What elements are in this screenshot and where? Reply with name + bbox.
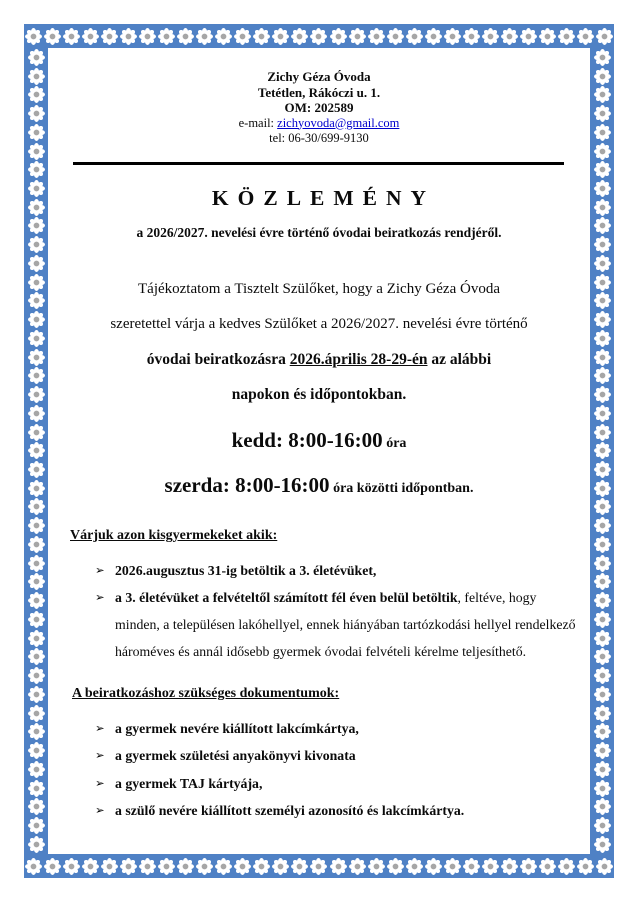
eligibility-list [48,557,590,665]
flower-icon [594,236,611,253]
flower-icon [28,68,45,85]
flower-icon [594,442,611,459]
email-label: e-mail: [238,115,278,130]
flower-icon [594,424,611,441]
flower-icon [594,274,611,291]
flower-icon [28,742,45,759]
document-item-text: a szülő nevére kiállított személyi azonosító és lakcímkártya. [115,803,465,818]
flower-icon [594,105,611,122]
flower-icon [594,742,611,759]
org-address: Tetétlen, Rákóczi u. 1. [257,84,381,100]
eligibility-item-bold: 2026.augusztus 31-ig betöltik a 3. életévüket, [115,562,377,578]
flower-icon [594,311,611,328]
flower-icon [310,858,327,875]
flower-icon [28,330,45,347]
arrow-bullet-icon: ➢ [95,748,105,762]
flower-icon [594,292,611,309]
wednesday-time: szerda: 8:00-16:00 [164,472,330,497]
flower-icon [28,386,45,403]
flower-icon [28,180,45,197]
intro-line: szeretettel várja a kedves Szülőket a 2026/2027. nevelési évre történő [110,315,528,332]
flower-icon [594,330,611,347]
list-item [95,715,580,743]
flower-icon [594,555,611,572]
org-email-line [48,116,590,132]
flower-icon [594,217,611,234]
list-item [95,797,580,825]
flower-icon [594,536,611,553]
flower-icon [501,28,518,45]
intro-paragraph [48,272,590,412]
flower-icon [82,858,99,875]
flower-icon [594,180,611,197]
flower-icon [28,161,45,178]
flower-icon [594,124,611,141]
document-item-text: a gyermek születési anyakönyvi kivonata [115,748,356,763]
flower-icon [594,498,611,515]
intro-line [48,342,590,377]
flower-icon [594,573,611,590]
flower-icon [28,349,45,366]
flower-icon [101,858,118,875]
flower-icon [215,28,232,45]
flower-icon [28,630,45,647]
page-title: KÖZLEMÉNY [211,185,436,210]
flower-icon [28,442,45,459]
flower-icon [594,648,611,665]
flower-icon [28,49,45,66]
flower-icon [387,28,404,45]
flower-icon [594,780,611,797]
documents-heading: A beiratkozáshoz szükséges dokumentumok: [72,685,340,701]
flower-icon [594,517,611,534]
flower-icon [349,858,366,875]
flower-icon [594,836,611,853]
flower-icon [594,723,611,740]
flower-icon [425,28,442,45]
header-divider [73,162,564,165]
flower-icon [28,592,45,609]
org-tel: tel: 06-30/699-9130 [269,131,369,145]
flower-icon [139,28,156,45]
intro-line: napokon és időpontokban. [231,385,407,403]
flower-icon [28,199,45,216]
flower-icon [28,405,45,422]
flower-icon [501,858,518,875]
flower-icon [594,68,611,85]
flower-icon [406,858,423,875]
tuesday-suffix: óra [382,435,407,451]
flower-icon [594,611,611,628]
border-flower-strip-left [24,48,48,854]
flower-icon [177,858,194,875]
list-item [95,742,580,770]
flower-icon [28,124,45,141]
flower-icon [234,28,251,45]
flower-icon [482,858,499,875]
flower-icon [101,28,118,45]
org-om-number: OM: 202589 [284,100,354,115]
flower-icon [28,648,45,665]
flower-icon [196,858,213,875]
flower-icon [28,705,45,722]
flower-icon [577,858,594,875]
flower-icon [330,858,347,875]
flower-icon [44,28,61,45]
flower-icon [28,611,45,628]
flower-icon [28,798,45,815]
flower-icon [594,386,611,403]
enrollment-date: 2026.április 28-29-én [289,350,428,368]
intro-line3-post: az alábbi [427,350,492,368]
flower-icon [594,49,611,66]
tuesday-time: kedd: 8:00-16:00 [231,427,383,452]
flower-icon [253,28,270,45]
org-name: Zichy Géza Óvoda [267,69,371,84]
list-item [95,557,580,584]
eligibility-item-text [115,584,580,665]
arrow-bullet-icon: ➢ [95,589,105,604]
eligibility-item-normal: , feltéve, hogy minden, a településen lakóhellyel, ennek hiányában tartózkodási hellyel rendelkező hároméves és annál idősebb gyermek óvodai felvételi kérelme teljesíthető. [115,589,576,659]
flower-icon [28,105,45,122]
flower-icon [291,858,308,875]
flower-icon [594,592,611,609]
flower-icon [349,28,366,45]
flower-icon [330,28,347,45]
flower-icon [28,536,45,553]
flower-icon [368,28,385,45]
letterhead [48,69,590,147]
flower-icon [139,858,156,875]
flower-icon [120,28,137,45]
flower-icon [463,28,480,45]
flower-icon [28,761,45,778]
eligibility-heading: Várjuk azon kisgyermekeket akik: [70,527,278,543]
intro-line3-pre: óvodai beiratkozásra [146,350,290,368]
flower-icon [368,858,385,875]
flower-icon [594,686,611,703]
flower-icon [596,28,613,45]
border-flower-strip-right [590,48,614,854]
flower-icon [28,274,45,291]
flower-icon [594,630,611,647]
flower-icon [558,858,575,875]
flower-icon [520,858,537,875]
flower-icon [28,236,45,253]
flower-icon [594,761,611,778]
flower-icon [28,836,45,853]
arrow-bullet-icon: ➢ [95,562,105,577]
flower-icon [28,424,45,441]
flower-icon [28,780,45,797]
flower-icon [594,143,611,160]
list-item [95,770,580,798]
flower-icon [482,28,499,45]
flower-icon [25,858,42,875]
flower-icon [28,667,45,684]
tuesday-hours [48,428,590,453]
flower-icon [594,161,611,178]
flower-icon [253,858,270,875]
arrow-bullet-icon: ➢ [95,720,105,735]
wednesday-hours [48,473,590,498]
arrow-bullet-icon: ➢ [95,803,105,817]
page-subtitle: a 2026/2027. nevelési évre történő óvodai beiratkozás rendjéről. [136,224,502,240]
flower-icon [28,143,45,160]
list-item [95,584,580,665]
border-flower-strip-bottom [24,854,614,878]
flower-icon [28,498,45,515]
flower-icon [425,858,442,875]
flower-icon [291,28,308,45]
flower-icon [594,199,611,216]
flower-icon [444,858,461,875]
flower-icon [215,858,232,875]
documents-list [48,715,590,825]
flower-icon [158,28,175,45]
flower-icon [28,311,45,328]
flower-icon [28,573,45,590]
flower-icon [539,858,556,875]
flower-icon [28,517,45,534]
flower-icon [594,817,611,834]
flower-icon [444,28,461,45]
eligibility-item-text [115,557,580,584]
flower-icon [63,858,80,875]
flower-icon [177,28,194,45]
flower-icon [406,28,423,45]
flower-icon [594,798,611,815]
document-page [48,48,590,854]
flower-icon [463,858,480,875]
flower-icon [558,28,575,45]
border-flower-strip-top [24,24,614,48]
flower-icon [28,461,45,478]
flower-icon [594,705,611,722]
document-item-text: a gyermek nevére kiállított lakcímkártya, [115,720,359,736]
email-link[interactable]: zichyovoda@gmail.com [277,115,400,130]
flower-icon [44,858,61,875]
flower-icon [28,255,45,272]
flower-icon [28,367,45,384]
flower-icon [28,217,45,234]
flower-icon [158,858,175,875]
flower-icon [120,858,137,875]
flower-icon [594,349,611,366]
flower-icon [28,686,45,703]
flower-icon [520,28,537,45]
flower-icon [310,28,327,45]
flower-icon [234,858,251,875]
flower-icon [28,555,45,572]
flower-icon [594,255,611,272]
flower-icon [387,858,404,875]
arrow-bullet-icon: ➢ [95,775,105,790]
flower-icon [594,667,611,684]
flower-icon [25,28,42,45]
flower-icon [63,28,80,45]
flower-icon [272,858,289,875]
document-item-text: a gyermek TAJ kártyája, [115,775,263,791]
flower-icon [594,86,611,103]
intro-line: Tájékoztatom a Tisztelt Szülőket, hogy a Zichy Géza Óvoda [138,280,500,297]
flower-icon [594,461,611,478]
flower-icon [28,86,45,103]
wednesday-suffix: óra közötti időpontban. [329,480,474,496]
flower-icon [196,28,213,45]
flower-icon [577,28,594,45]
flower-icon [594,367,611,384]
flower-icon [594,480,611,497]
flower-icon [28,292,45,309]
flower-icon [82,28,99,45]
flower-icon [596,858,613,875]
flower-icon [28,480,45,497]
flower-icon [272,28,289,45]
flower-icon [28,723,45,740]
flower-icon [594,405,611,422]
flower-icon [28,817,45,834]
eligibility-item-bold: a 3. életévüket a felvételtől számított fél éven belül betöltik [115,589,458,605]
flower-icon [539,28,556,45]
